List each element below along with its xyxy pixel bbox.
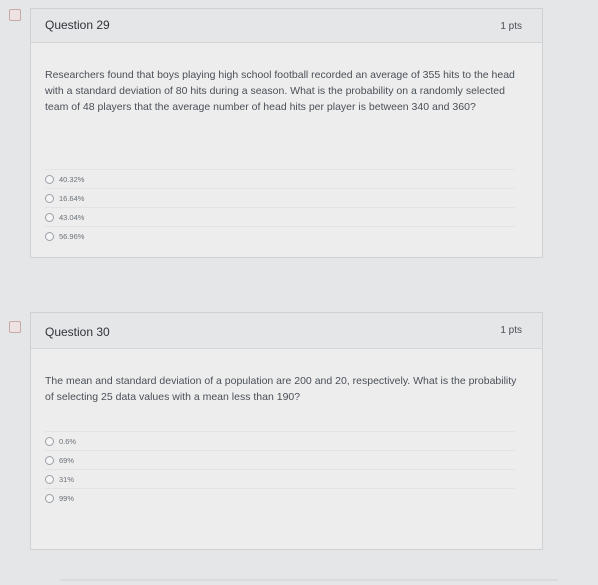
answer-label: 0.6%: [59, 436, 77, 446]
radio-button[interactable]: [45, 213, 54, 222]
answer-option[interactable]: [45, 488, 515, 507]
question-30-title: Question 30: [45, 325, 110, 339]
question-30-text: The mean and standard deviation of a population are 200 and 20, respectively. What is the probability of selecting 25 data values with a mean less than 190?: [45, 375, 517, 403]
answer-label: 40.32%: [59, 174, 85, 184]
radio-button[interactable]: [45, 456, 54, 465]
question-29-card: [30, 8, 543, 258]
flag-icon[interactable]: [9, 9, 21, 21]
question-29-text: Researchers found that boys playing high school football recorded an average of 355 hits to the head with a standard deviation of 80 hits during a season. What is the probability on a randomly selected team of 48 players that the average number of head hits per player is between 340 and 360?: [45, 69, 515, 113]
answer-label: 43.04%: [59, 212, 85, 222]
radio-button[interactable]: [45, 175, 54, 184]
question-30-card: [30, 312, 543, 550]
question-29-header: [31, 9, 542, 43]
radio-button[interactable]: [45, 494, 54, 503]
divider: [60, 579, 558, 581]
question-29-title: Question 29: [45, 18, 110, 32]
question-30-points: 1 pts: [500, 325, 522, 336]
answer-option[interactable]: [45, 431, 515, 450]
answer-label: 56.96%: [59, 231, 85, 241]
question-30-header: [31, 313, 542, 349]
answer-label: 16.64%: [59, 193, 85, 203]
answer-label: 31%: [59, 474, 75, 484]
flag-icon[interactable]: [9, 321, 21, 333]
answer-label: 69%: [59, 455, 75, 465]
answer-option[interactable]: [45, 226, 515, 245]
question-30-answers: [45, 431, 515, 507]
answer-option[interactable]: [45, 188, 515, 207]
answer-option[interactable]: [45, 207, 515, 226]
answer-option[interactable]: [45, 469, 515, 488]
answer-option[interactable]: [45, 450, 515, 469]
radio-button[interactable]: [45, 232, 54, 241]
radio-button[interactable]: [45, 194, 54, 203]
question-29-answers: [45, 169, 515, 245]
question-29-points: 1 pts: [500, 21, 522, 32]
radio-button[interactable]: [45, 475, 54, 484]
answer-label: 99%: [59, 493, 75, 503]
radio-button[interactable]: [45, 437, 54, 446]
answer-option[interactable]: [45, 169, 515, 188]
